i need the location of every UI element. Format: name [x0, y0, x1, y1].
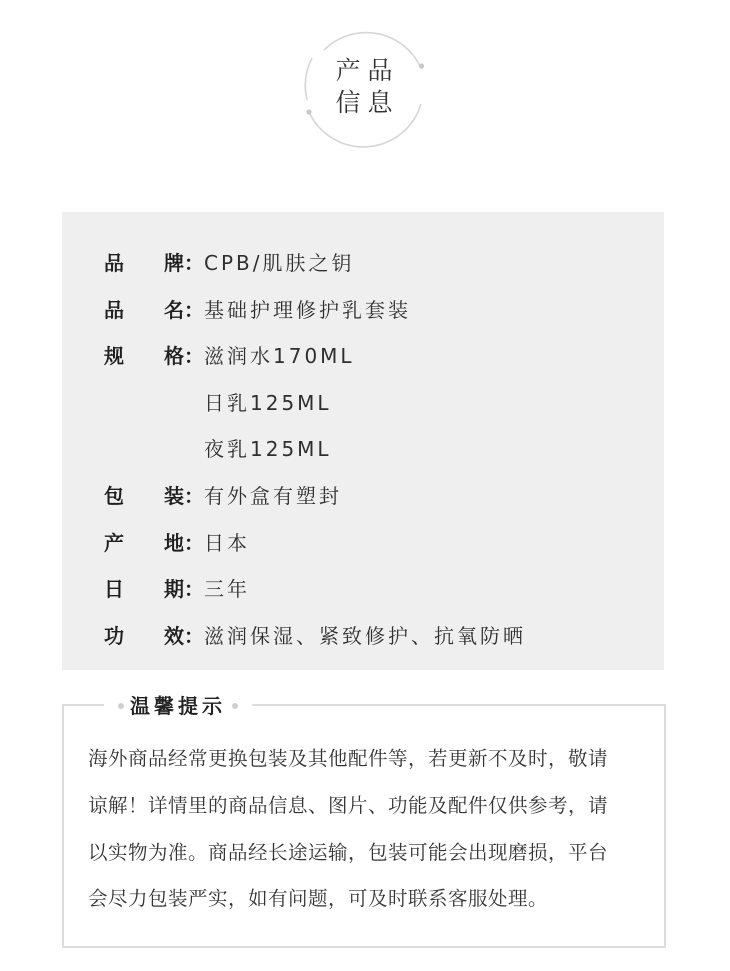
info-value: 滋润水170ML	[204, 344, 355, 368]
info-label: 日 期：	[104, 577, 204, 601]
info-value: 滋润保湿、紧致修护、抗氧防晒	[204, 624, 526, 648]
info-value: 三年	[204, 577, 250, 601]
dot-icon	[118, 703, 124, 709]
info-label: 品 牌：	[104, 251, 204, 275]
info-value: 有外盒有塑封	[204, 484, 342, 508]
info-row-spec	[104, 341, 355, 371]
product-info-panel	[62, 212, 664, 670]
info-row-effect	[104, 621, 526, 651]
info-value: CPB/肌肤之钥	[204, 251, 355, 275]
notice-header	[104, 692, 252, 718]
info-label	[104, 388, 204, 418]
info-value: 夜乳125ML	[204, 437, 332, 461]
info-value: 日本	[204, 531, 250, 555]
info-value: 基础护理修护乳套装	[204, 298, 411, 322]
info-row-brand	[104, 248, 354, 278]
info-label	[104, 434, 204, 464]
info-row-name	[104, 295, 411, 325]
info-row-spec-cont	[104, 388, 332, 418]
section-title-badge	[304, 28, 424, 148]
info-label: 功 效：	[104, 624, 204, 648]
notice-text-line: 海外商品经常更换包装及其他配件等，若更新不及时，敬请	[88, 747, 609, 770]
info-row-package	[104, 481, 342, 511]
notice-text-line: 会尽力包装严实，如有问题，可及时联系客服处理。	[88, 887, 549, 910]
badge-title-line-1: 产品	[335, 56, 400, 85]
info-row-origin	[104, 528, 250, 558]
notice-box	[62, 693, 666, 948]
badge-title-line-2: 信息	[335, 88, 400, 117]
dot-icon	[232, 703, 238, 709]
info-row-date	[104, 574, 250, 604]
info-label: 规 格：	[104, 344, 204, 368]
info-label: 品 名：	[104, 298, 204, 322]
info-row-spec-cont	[104, 434, 332, 464]
notice-text-line: 以实物为准。商品经长途运输，包装可能会出现磨损，平台	[88, 841, 609, 864]
info-label: 包 装：	[104, 484, 204, 508]
info-label: 产 地：	[104, 531, 204, 555]
info-value: 日乳125ML	[204, 391, 332, 415]
notice-text-line: 谅解！详情里的商品信息、图片、功能及配件仅供参考，请	[88, 794, 609, 817]
notice-title: 温馨提示	[130, 693, 226, 718]
